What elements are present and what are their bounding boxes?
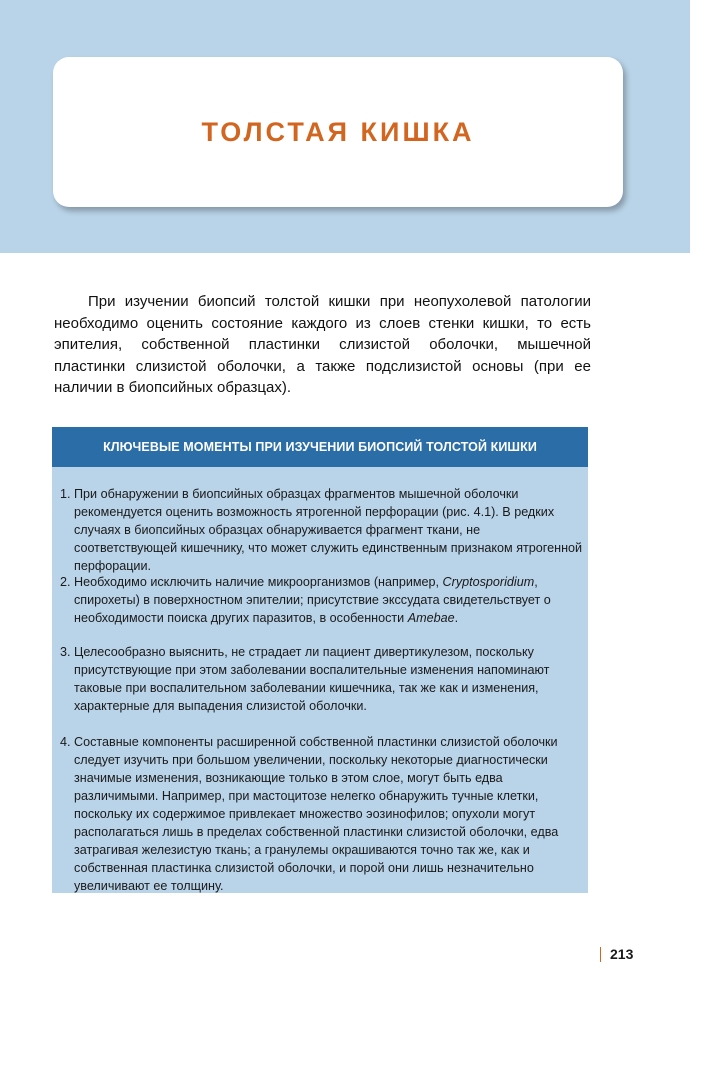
- organism-name-cryptosporidium: Cryptosporidium: [442, 575, 535, 589]
- key-point-text-part: , спирохеты) в поверхностном эпителии; присутствие экссудата свидетельствует о необходимости поиска других паразитов, в особенности: [74, 575, 551, 625]
- key-point-item: [60, 485, 584, 575]
- key-point-number: 2.: [60, 575, 71, 589]
- key-point-item: [60, 643, 584, 715]
- key-point-text: При обнаружении в биопсийных образцах фрагментов мышечной оболочки рекомендуется оценить возможность ятрогенной перфорации (рис. 4.1). В редких случаях в биопсийных образцах обнаруживается фрагмент ткани, не соответствующей кишечнику, что может служить единственным признаком ятрогенной перфорации.: [74, 487, 583, 573]
- key-point-text: Составные компоненты расширенной собственной пластинки слизистой оболочки следует изучить при большом увеличении, поскольку некоторые диагностически значимые изменения, возникающие только в этом слое, могут быть едва различимыми. Например, при мастоцитозе нелегко обнаружить тучные клетки, поскольку их содержимое привлекает множество эозинофилов; опухоли могут располагаться лишь в пределах собственной пластинки слизистой оболочки, едва затрагивая железистую ткань; а гранулемы окрашиваются точно так же, как и собственная пластинка слизистой оболочки, и порой они лишь незначительно увеличивают ее толщину.: [74, 735, 559, 893]
- key-point-item: [60, 733, 584, 895]
- key-point-item: [60, 573, 584, 627]
- chapter-title: ТОЛСТАЯ КИШКА: [201, 116, 475, 147]
- intro-paragraph: При изучении биопсий толстой кишки при неопухолевой патологии необходимо оценить состояние каждого из слоев стенки кишки, то есть эпителия, собственной пластинки слизистой оболочки, мышечной пластинки слизистой оболочки, а также подслизистой основы (при ее наличии в биопсийных образцах).: [54, 293, 591, 396]
- key-points-box: [52, 427, 588, 893]
- key-point-text: [74, 573, 584, 627]
- chapter-title-card: [53, 57, 623, 207]
- key-point-number: 4.: [60, 735, 71, 749]
- key-points-heading: КЛЮЧЕВЫЕ МОМЕНТЫ ПРИ ИЗУЧЕНИИ БИОПСИЙ ТОЛСТОЙ КИШКИ: [52, 427, 588, 467]
- organism-name-amebae: Amebae: [407, 611, 455, 625]
- key-point-text: Целесообразно выяснить, не страдает ли пациент дивертикулезом, поскольку присутствующие при этом заболевании воспалительные изменения напоминают таковые при воспалительном заболевании кишечника, так же как и изменения, характерные для выпадения слизистой оболочки.: [74, 645, 550, 713]
- key-point-number: 1.: [60, 487, 71, 501]
- key-point-text-part: .: [454, 611, 459, 625]
- chapter-header-band: [0, 0, 690, 253]
- key-point-number: 3.: [60, 645, 71, 659]
- page-number: 213: [600, 947, 633, 962]
- key-point-text-part: Необходимо исключить наличие микроорганизмов (например,: [74, 575, 443, 589]
